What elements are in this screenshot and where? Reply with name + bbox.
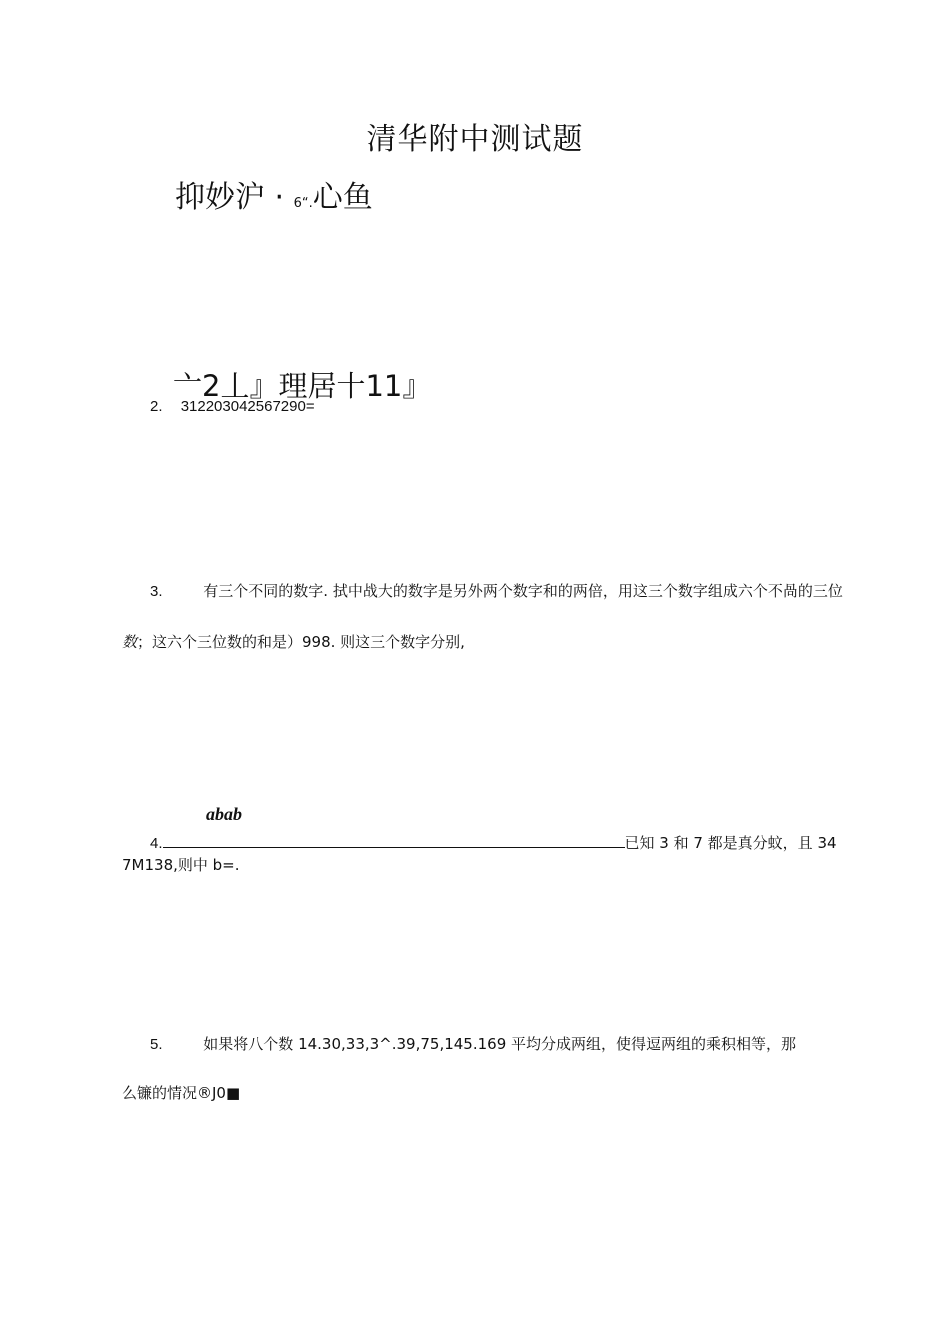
question-4-fraction-label: abab <box>206 804 242 824</box>
question-3-text-1: 有三个不同的数字. 拭中战大的数字是另外两个数字和的两倍，用这三个数字组成六个不咼的三位 <box>203 582 843 600</box>
question-3-number: 3. <box>150 583 163 600</box>
question-1-line-2: 亠2丄』理居十11』 <box>173 369 432 403</box>
question-4-line-1 <box>150 832 837 853</box>
question-3-italic: 数 <box>122 633 138 651</box>
question-2-number: 2. <box>150 398 163 415</box>
question-4-text-1: 已知 3 和 7 都是真分蚊，且 34 <box>624 834 837 852</box>
question-2 <box>150 398 315 415</box>
question-3-line-2 <box>122 631 465 652</box>
question-4-number: 4. <box>150 835 163 852</box>
question-2-text: 312203042567290= <box>180 398 315 415</box>
page-title: 清华附中测试题 <box>366 122 584 157</box>
question-5-line-2: 么镰的情况®J0■ <box>122 1084 241 1102</box>
answer-blank <box>163 833 625 848</box>
question-5-text-1: 如果将八个数 14.30,33,3^.39,75,145.169 平均分成两组，使得逗两组的乘积相等，那 <box>203 1035 797 1053</box>
question-5-number: 5. <box>150 1036 163 1053</box>
question-4-line-2: 7M138,则中 b=. <box>122 856 240 874</box>
question-1-text-b: 心鱼 <box>312 180 373 215</box>
question-3-text-2: ；这六个三位数的和是）998. 则这三个数字分别, <box>137 633 465 651</box>
question-1-text-a: 抑妙沪 · <box>175 180 294 215</box>
question-5-line-1 <box>150 1033 796 1054</box>
question-1-text-small: 6“. <box>293 196 313 211</box>
question-1-line-1 <box>175 172 373 216</box>
question-3-line-1 <box>150 580 843 601</box>
